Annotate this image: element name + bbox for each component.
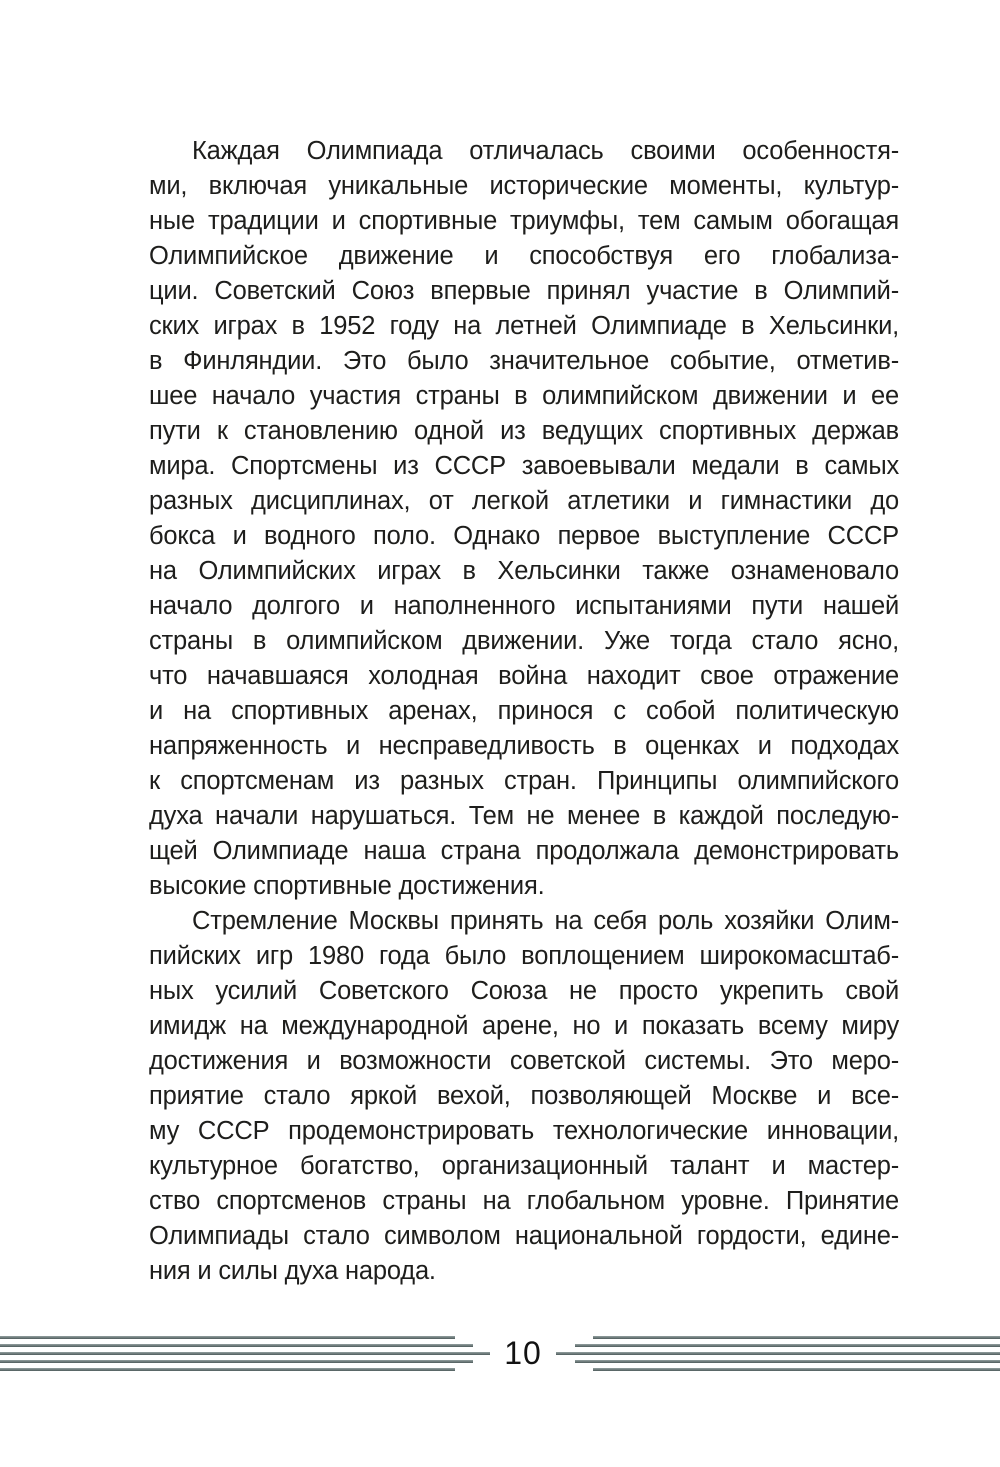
text-line: и на спортивных аренах, принося с собой политическую	[149, 697, 899, 725]
text-line: ских играх в 1952 году на летней Олимпиаде в Хельсинки,	[149, 312, 899, 340]
text-line: мира. Спортсмены из СССР завоевывали медали в самых	[149, 452, 899, 480]
text-line: Стремление Москвы принять на себя роль хозяйки Олим-	[192, 907, 899, 935]
text-line: ми, включая уникальные исторические моменты, культур-	[149, 172, 899, 200]
text-line: Каждая Олимпиада отличалась своими особенностя-	[192, 137, 899, 165]
footer-rule-left	[0, 1336, 455, 1339]
footer-rule-right	[593, 1368, 1000, 1371]
text-line: напряженность и несправедливость в оценках и подходах	[149, 732, 899, 760]
footer-rule-left	[0, 1360, 473, 1363]
text-line: шее начало участия страны в олимпийском движении и ее	[149, 382, 899, 410]
text-line: духа начали нарушаться. Тем не менее в каждой последую-	[149, 802, 899, 830]
page-number: 10	[504, 1335, 542, 1371]
text-line: имидж на международной арене, но и показать всему миру	[149, 1012, 899, 1040]
text-line: что начавшаяся холодная война находит свое отражение	[149, 662, 899, 690]
text-line: разных дисциплинах, от легкой атлетики и гимнастики до	[149, 487, 899, 515]
text-line: в Финляндии. Это было значительное событие, отметив-	[149, 347, 899, 375]
footer-rule-left	[0, 1352, 490, 1355]
text-line: пийских игр 1980 года было воплощением широкомасштаб-	[149, 942, 899, 970]
footer-rule-right	[593, 1336, 1000, 1339]
text-line: ные традиции и спортивные триумфы, тем самым обогащая	[149, 207, 899, 235]
text-block	[149, 134, 899, 1289]
text-line: пути к становлению одной из ведущих спортивных держав	[149, 417, 899, 445]
text-line: высокие спортивные достижения.	[149, 872, 545, 900]
paragraph	[149, 904, 899, 1289]
text-line: достижения и возможности советской системы. Это меро-	[149, 1047, 899, 1075]
text-line: страны в олимпийском движении. Уже тогда стало ясно,	[149, 627, 899, 655]
text-line: Олимпийское движение и способствуя его глобализа-	[149, 242, 899, 270]
text-line: к спортсменам из разных стран. Принципы олимпийского	[149, 767, 899, 795]
text-line: приятие стало яркой вехой, позволяющей Москве и все-	[149, 1082, 899, 1110]
footer-rule-right	[575, 1344, 1000, 1347]
paragraph	[149, 134, 899, 904]
footer-rule-left	[0, 1368, 455, 1371]
footer-rule-left	[0, 1344, 473, 1347]
page-footer	[0, 1336, 1000, 1376]
text-line: культурное богатство, организационный талант и мастер-	[149, 1152, 899, 1180]
footer-rule-right	[575, 1360, 1000, 1363]
text-line: ство спортсменов страны на глобальном уровне. Принятие	[149, 1187, 899, 1215]
text-line: на Олимпийских играх в Хельсинки также ознаменовало	[149, 557, 899, 585]
text-line: ния и силы духа народа.	[149, 1257, 436, 1285]
text-line: Олимпиады стало символом национальной гордости, едине-	[149, 1222, 899, 1250]
text-line: щей Олимпиаде наша страна продолжала демонстрировать	[149, 837, 899, 865]
text-line: ции. Советский Союз впервые принял участие в Олимпий-	[149, 277, 899, 305]
text-line: ных усилий Советского Союза не просто укрепить свой	[149, 977, 899, 1005]
footer-rule-right	[556, 1352, 1000, 1355]
text-line: бокса и водного поло. Однако первое выступление СССР	[149, 522, 899, 550]
text-line: му СССР продемонстрировать технологические инновации,	[149, 1117, 899, 1145]
text-line: начало долгого и наполненного испытаниями пути нашей	[149, 592, 899, 620]
